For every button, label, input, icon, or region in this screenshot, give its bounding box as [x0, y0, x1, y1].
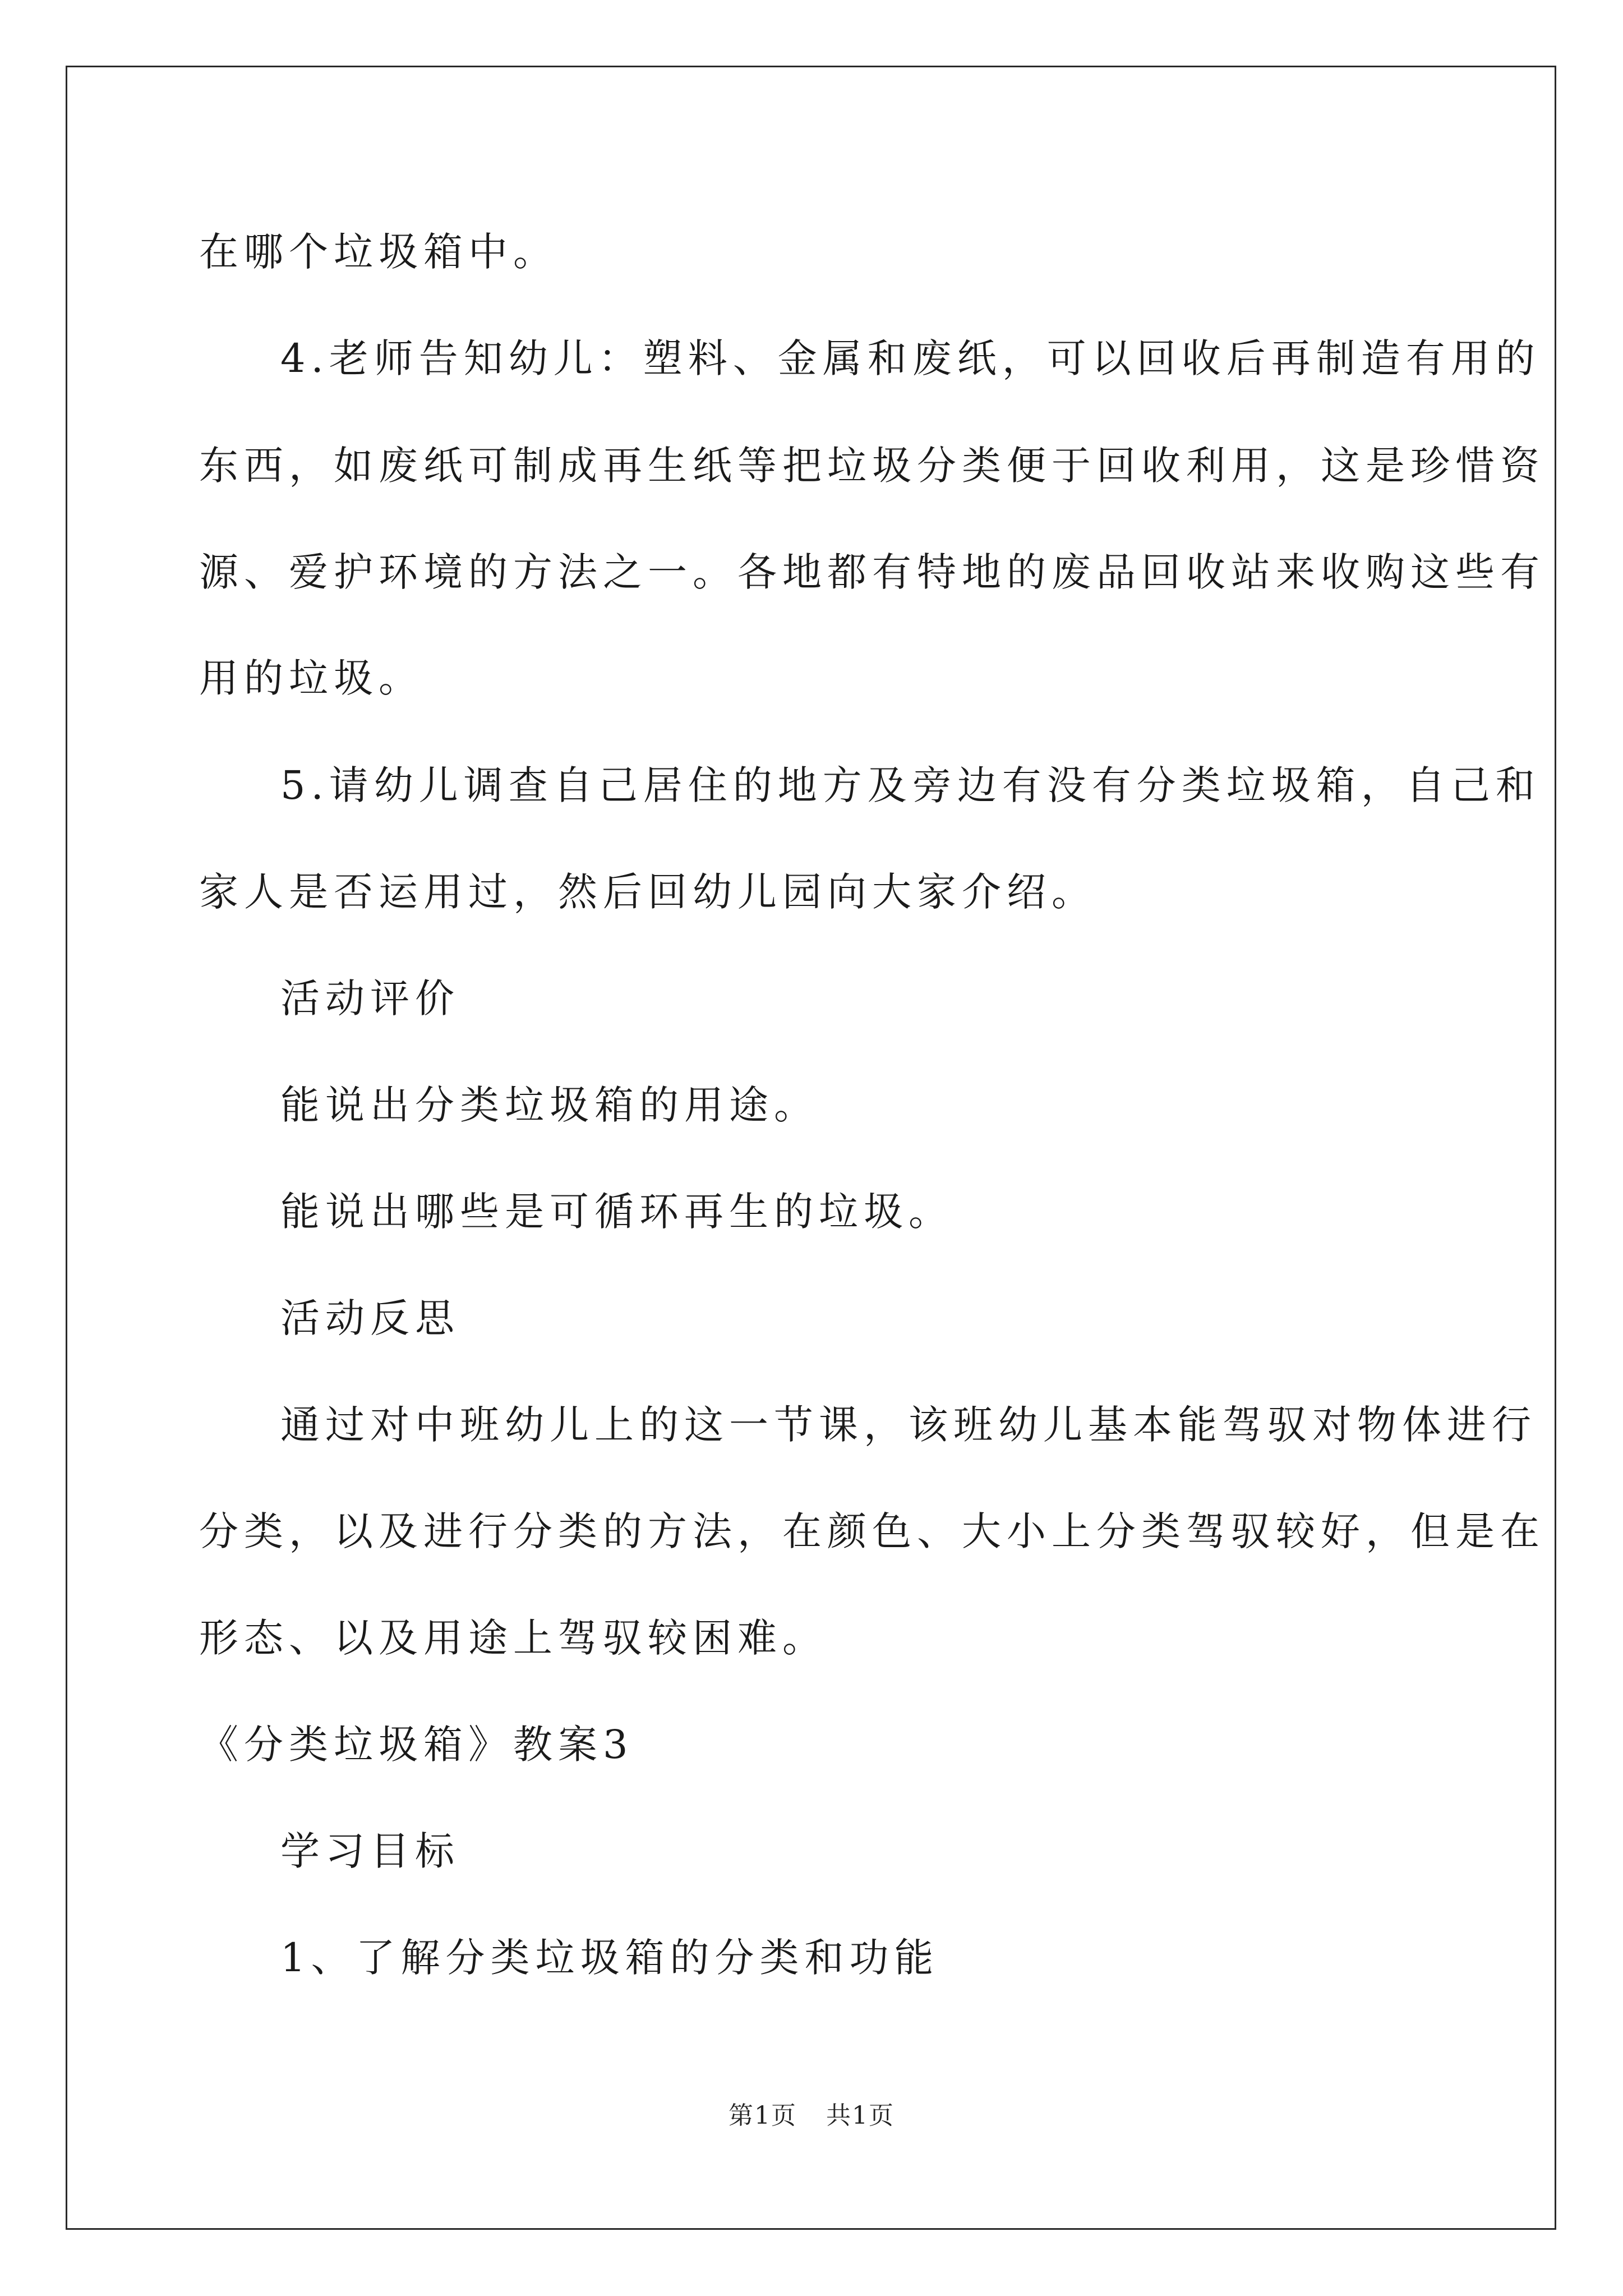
text-line-9: 能说出分类垃圾箱的用途。: [280, 1082, 819, 1128]
text-line-17: 1、了解分类垃圾箱的分类和功能: [280, 1935, 939, 1981]
page-footer: [0, 2095, 1623, 2131]
text-line-5: 用的垃圾。: [199, 655, 423, 701]
text-line-13: 分类，以及进行分类的方法，在颜色、大小上分类驾驭较好，但是在: [199, 1508, 1545, 1554]
section-heading-activity-reflection: 活动反思: [280, 1295, 460, 1341]
text-line-14: 形态、以及用途上驾驭较困难。: [199, 1615, 827, 1661]
text-line-7: 家人是否运用过，然后回幼儿园向大家介绍。: [199, 869, 1096, 915]
text-line-10: 能说出哪些是可循环再生的垃圾。: [280, 1189, 953, 1235]
section-heading-learning-objectives: 学习目标: [280, 1828, 460, 1874]
text-line-2: 4.老师告知幼儿：塑料、金属和废纸，可以回收后再制造有用的: [280, 335, 1541, 381]
text-line-12: 通过对中班幼儿上的这一节课，该班幼儿基本能驾驭对物体进行: [280, 1402, 1537, 1448]
text-line-6: 5.请幼儿调查自己居住的地方及旁边有没有分类垃圾箱，自己和: [280, 762, 1541, 808]
page-border: [66, 66, 1556, 2230]
text-line-3: 东西，如废纸可制成再生纸等把垃圾分类便于回收利用，这是珍惜资: [199, 443, 1545, 489]
section-heading-activity-evaluation: 活动评价: [280, 976, 460, 1022]
text-line-1: 在哪个垃圾箱中。: [199, 229, 558, 275]
page-total: 共1页: [826, 2101, 895, 2130]
text-line-4: 源、爱护环境的方法之一。各地都有特地的废品回收站来收购这些有: [199, 549, 1545, 595]
lesson-title: 《分类垃圾箱》教案3: [199, 1722, 634, 1768]
page-current: 第1页: [728, 2101, 797, 2130]
